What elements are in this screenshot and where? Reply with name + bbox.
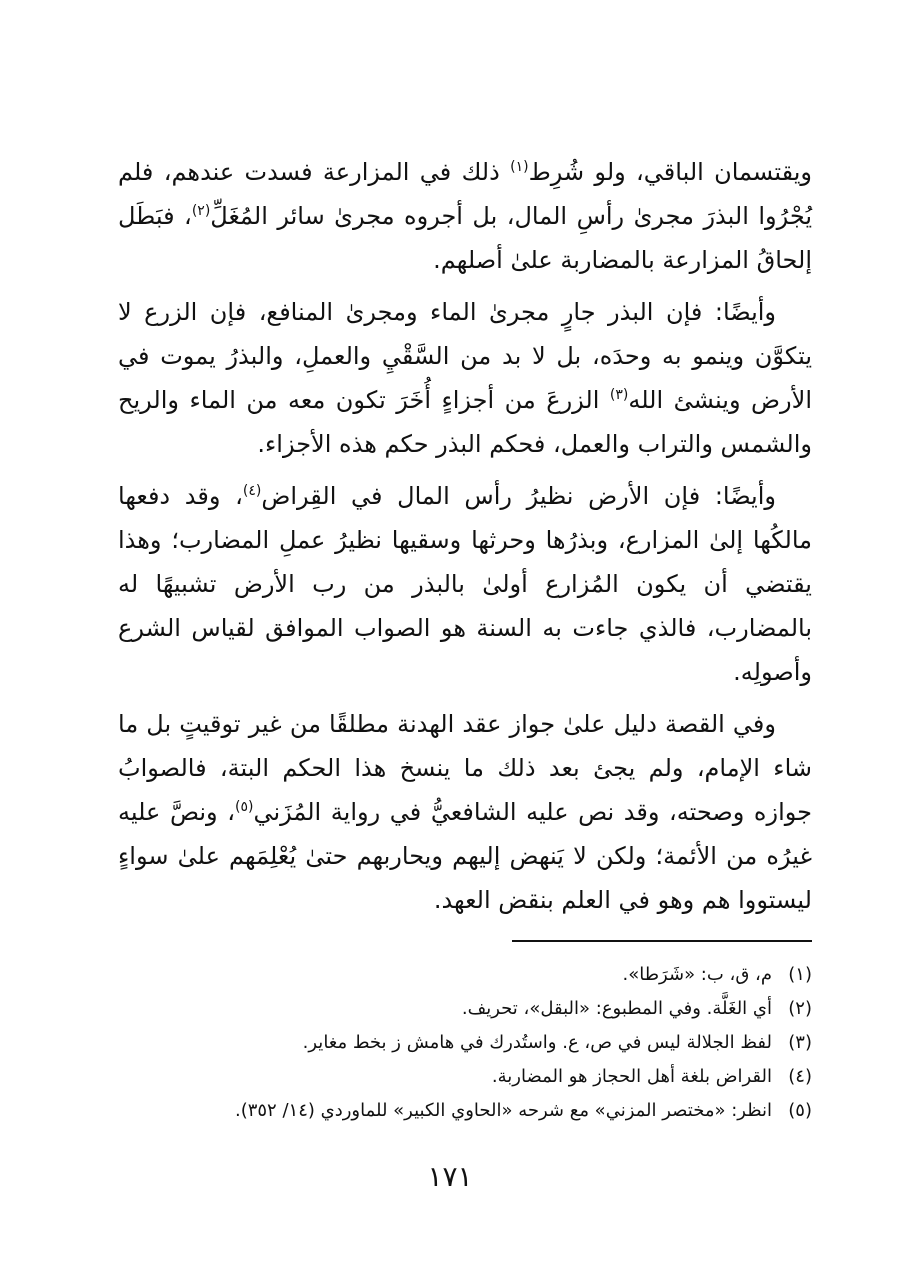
footnote-ref-4: (٤): [242, 483, 262, 499]
footnote-ref-2: (٢): [191, 203, 211, 219]
footnote-1: [118, 958, 812, 992]
footnote-text: أي الغَلَّة. وفي المطبوع: «البقل»، تحريف.: [461, 998, 772, 1019]
footnote-text: لفظ الجلالة ليس في ص، ع. واستُدرك في هامش ز بخط مغاير.: [302, 1032, 772, 1053]
paragraph-3-text-2: ، وقد دفعها مالكُها إلىٰ المزارع، وبذرُها وحرثها وسقيها نظيرُ عملِ المضارب؛ وهذا يقتضي أن يكون المُزارع أولىٰ بالبذر من رب الأرض تشبيهًا له بالمضارب، فالذي جاءت به السنة هو الصواب الموافق لقياس الشرع وأصولِه.: [118, 482, 812, 686]
footnote-text: انظر: «مختصر المزني» مع شرحه «الحاوي الكبير» للماوردي (١٤/ ٣٥٢).: [234, 1100, 772, 1121]
footnotes: [118, 958, 812, 1128]
paragraph-1-text-2: ذلك في المزارعة فسدت عندهم، فلم يُجْرُوا البذرَ مجرىٰ رأسِ المال، بل أجروه مجرىٰ سائر المُغَلِّ: [118, 158, 813, 230]
paragraph-2-text-2: الزرعَ من أجزاءٍ أُخَرَ تكون معه من الماء والريح والشمس والتراب والعمل، فحكم البذر حكم هذه الأجزاء.: [118, 386, 812, 458]
footnote-text: القراض بلغة أهل الحجاز هو المضاربة.: [491, 1066, 772, 1087]
footnote-ref-5: (٥): [234, 799, 254, 815]
paragraph-3: [118, 474, 812, 694]
paragraph-1-text-3: ، فبَطَل إلحاقُ المزارعة بالمضاربة علىٰ أصلهم.: [118, 202, 812, 274]
footnote-number: (٥): [788, 1100, 812, 1121]
footnote-4: [118, 1060, 812, 1094]
body-text: [118, 150, 812, 930]
footnote-number: (٣): [788, 1032, 812, 1053]
footnote-number: (٤): [788, 1066, 812, 1087]
paragraph-3-text-1: وأيضًا: فإن الأرض نظيرُ رأس المال في القِراض: [261, 482, 776, 510]
footnote-3: [118, 1026, 812, 1060]
footnote-ref-1: (١): [510, 159, 529, 175]
paragraph-1-text-1: ويقتسمان الباقي، ولو شُرِط: [528, 158, 812, 186]
footnote-text: م، ق، ب: «شَرَطا».: [622, 964, 772, 985]
paragraph-4: [118, 702, 812, 922]
page-number: ١٧١: [427, 1160, 473, 1193]
footnote-number: (٢): [788, 998, 812, 1019]
paragraph-2: [118, 290, 812, 466]
footnote-ref-3: (٣): [609, 387, 629, 403]
footnote-separator: [512, 940, 812, 942]
paragraph-1: [118, 150, 812, 282]
footnote-5: [118, 1094, 812, 1128]
paragraph-4-text-2: ، ونصَّ عليه غيرُه من الأئمة؛ ولكن لا يَنهض إليهم ويحاربهم حتىٰ يُعْلِمَهم علىٰ سواءٍ ليستووا هم وهو في العلم بنقض العهد.: [118, 798, 812, 914]
footnote-number: (١): [788, 964, 812, 985]
paragraph-2-text-1: وأيضًا: فإن البذر جارٍ مجرىٰ الماء ومجرىٰ المنافع، فإن الزرع لا يتكوَّن وينمو به وحدَه، بل لا بد من السَّقْيِ والعملِ، والبذرُ يموت في الأرض وينشئ الله: [118, 298, 813, 414]
paragraph-4-text-1: وفي القصة دليل علىٰ جواز عقد الهدنة مطلقًا من غير توقيتٍ بل ما شاء الإمام، ولم يجئ بعد ذلك ما ينسخ هذا الحكم البتة، فالصوابُ جوازه وصحته، وقد نص عليه الشافعيُّ في رواية المُزَني: [118, 710, 812, 826]
footnote-2: [118, 992, 812, 1026]
